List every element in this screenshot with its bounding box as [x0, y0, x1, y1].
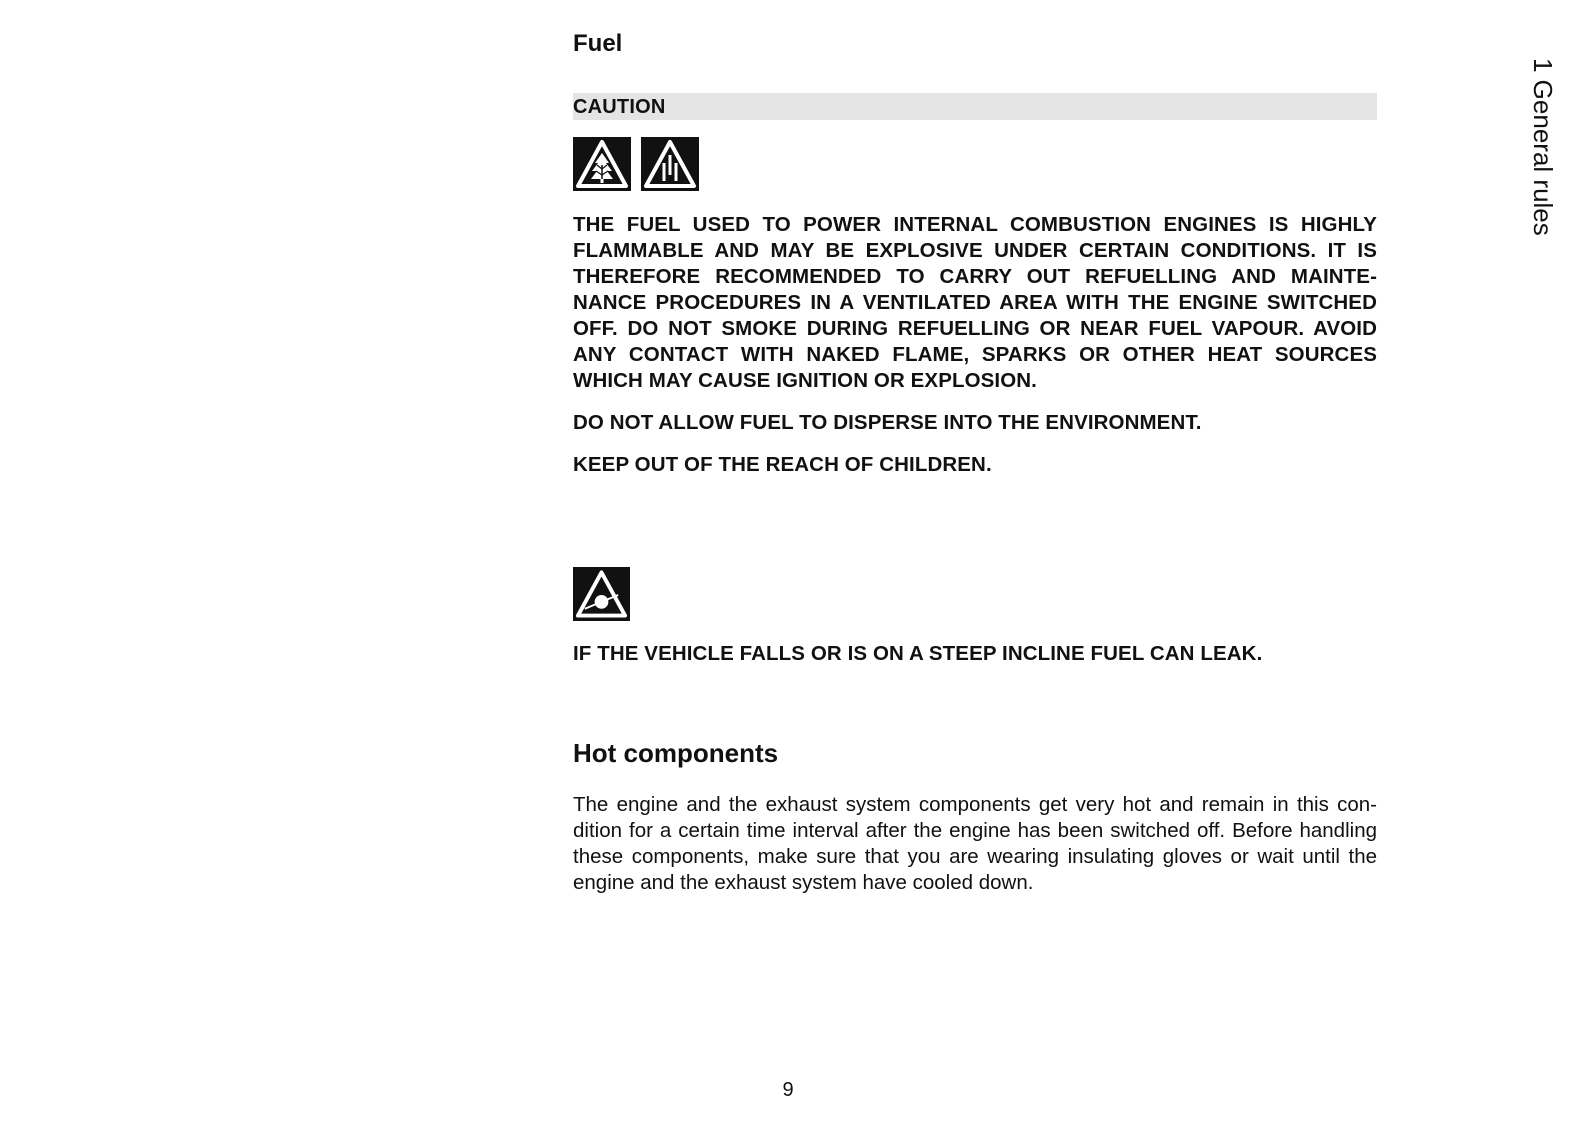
fuel-leak-warning: IF THE VEHICLE FALLS OR IS ON A STEEP INCLINE FUEL CAN LEAK.: [573, 642, 1263, 665]
fuel-children-warning: KEEP OUT OF THE REACH OF CHILDREN.: [573, 453, 992, 476]
environment-hazard-icon: [573, 137, 631, 191]
warning-triangle-icon: [641, 137, 699, 191]
caution-label: CAUTION: [573, 96, 666, 118]
hot-components-heading: Hot components: [573, 738, 779, 768]
fuel-environment-warning: DO NOT ALLOW FUEL TO DISPERSE INTO THE ENVIRONMENT.: [573, 411, 1202, 434]
chapter-side-tab: 1 General rules: [1528, 58, 1558, 236]
vehicle-tipping-hazard-icon: [573, 567, 630, 621]
hazard-icon-row: [573, 137, 699, 192]
caution-bar: [573, 93, 1377, 120]
hot-components-body: The engine and the exhaust system components get very hot and remain in this con-dition for a certain time interval after the engine has been switched off. Before handling these components, make sure that you are wearing insulating gloves or wait until the engine and the exhaust system have cooled down.: [573, 793, 1377, 894]
page-number: 9: [782, 1079, 794, 1101]
fuel-warning-paragraph: THE FUEL USED TO POWER INTERNAL COMBUSTION ENGINES IS HIGHLY FLAMMABLE AND MAY BE EXPLOSIVE UNDER CERTAIN CONDITIONS. IT IS THEREFORE RECOMMENDED TO CARRY OUT REFUELLING AND MAINTE-NANCE PROCEDURES IN A VENTILATED AREA WITH THE ENGINE SWITCHED OFF. DO NOT SMOKE DURING REFUELLING OR NEAR FUEL VAPOUR. AVOID ANY CONTACT WITH NAKED FLAME, SPARKS OR OTHER HEAT SOURCES WHICH MAY CAUSE IGNITION OR EXPLOSION.: [573, 213, 1377, 392]
fuel-heading: Fuel: [573, 30, 623, 57]
